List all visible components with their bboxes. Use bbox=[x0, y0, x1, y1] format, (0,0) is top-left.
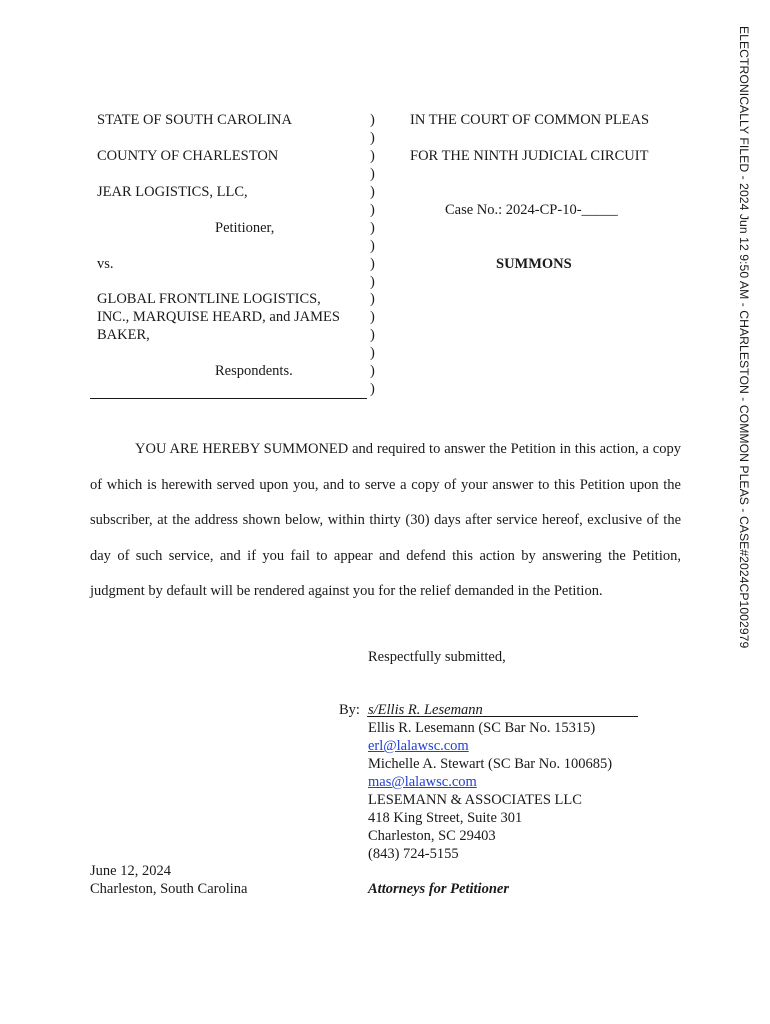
dateline-date: June 12, 2024 bbox=[90, 863, 171, 879]
caption-paren: ) bbox=[370, 256, 375, 272]
caption-paren: ) bbox=[370, 166, 375, 182]
signature-line bbox=[367, 716, 638, 717]
firm-name: LESEMANN & ASSOCIATES LLC bbox=[368, 792, 582, 808]
caption-state: STATE OF SOUTH CAROLINA bbox=[97, 112, 292, 128]
email-1-wrapper bbox=[368, 737, 469, 755]
document-title: SUMMONS bbox=[496, 256, 572, 272]
caption-paren: ) bbox=[370, 381, 375, 397]
filing-stamp bbox=[736, 26, 752, 696]
court-circuit: FOR THE NINTH JUDICIAL CIRCUIT bbox=[410, 148, 649, 164]
firm-phone: (843) 724-5155 bbox=[368, 846, 459, 862]
caption-divider bbox=[90, 398, 367, 399]
caption-paren: ) bbox=[370, 112, 375, 128]
caption-paren: ) bbox=[370, 130, 375, 146]
caption-paren: ) bbox=[370, 291, 375, 307]
caption-paren: ) bbox=[370, 238, 375, 254]
filing-stamp-text: ELECTRONICALLY FILED - 2024 Jun 12 9:50 AM - CHARLESTON - COMMON PLEAS - CASE#2024CP1002979 bbox=[737, 26, 751, 649]
caption-petitioner-label: Petitioner, bbox=[215, 220, 275, 236]
caption-respondent-line2: INC., MARQUISE HEARD, and JAMES bbox=[97, 309, 340, 325]
summons-body bbox=[90, 432, 681, 610]
caption-respondent-line1: GLOBAL FRONTLINE LOGISTICS, bbox=[97, 291, 321, 307]
caption-paren: ) bbox=[370, 327, 375, 343]
dateline-place: Charleston, South Carolina bbox=[90, 881, 248, 897]
email-2-link[interactable]: mas@lalawsc.com bbox=[368, 774, 477, 790]
attorney-2: Michelle A. Stewart (SC Bar No. 100685) bbox=[368, 756, 613, 772]
case-number: Case No.: 2024-CP-10-_____ bbox=[445, 202, 618, 218]
caption-respondent-label: Respondents. bbox=[215, 363, 293, 379]
email-2-wrapper bbox=[368, 773, 477, 791]
caption-versus: vs. bbox=[97, 256, 114, 272]
email-1-link[interactable]: erl@lalawsc.com bbox=[368, 738, 469, 754]
closing-text: Respectfully submitted, bbox=[368, 649, 506, 665]
by-label: By: bbox=[339, 702, 360, 718]
electronic-signature: s/Ellis R. Lesemann bbox=[368, 702, 483, 718]
summons-paragraph: YOU ARE HEREBY SUMMONED and required to answer the Petition in this action, a copy of which is herewith served upon you, and to serve a copy of your answer to this Petition upon the subscriber, at the address shown below, within thirty (30) days after service hereof, exclusive of the day of such service, and if you fail to appear and defend this action by answering the Petition, judgment by default will be rendered against you for the relief demanded in the Petition. bbox=[90, 441, 681, 599]
caption-paren: ) bbox=[370, 309, 375, 325]
court-name: IN THE COURT OF COMMON PLEAS bbox=[410, 112, 650, 128]
caption-paren: ) bbox=[370, 274, 375, 290]
caption-petitioner-name: JEAR LOGISTICS, LLC, bbox=[97, 184, 248, 200]
caption-county: COUNTY OF CHARLESTON bbox=[97, 148, 279, 164]
caption-respondent-line3: BAKER, bbox=[97, 327, 150, 343]
caption-paren: ) bbox=[370, 148, 375, 164]
caption-paren: ) bbox=[370, 184, 375, 200]
caption-paren: ) bbox=[370, 202, 375, 218]
attorney-1: Ellis R. Lesemann (SC Bar No. 15315) bbox=[368, 720, 596, 736]
caption-paren: ) bbox=[370, 363, 375, 379]
caption-paren: ) bbox=[370, 220, 375, 236]
firm-city: Charleston, SC 29403 bbox=[368, 828, 496, 844]
caption-paren: ) bbox=[370, 345, 375, 361]
attorney-role: Attorneys for Petitioner bbox=[368, 881, 509, 897]
firm-street: 418 King Street, Suite 301 bbox=[368, 810, 523, 826]
